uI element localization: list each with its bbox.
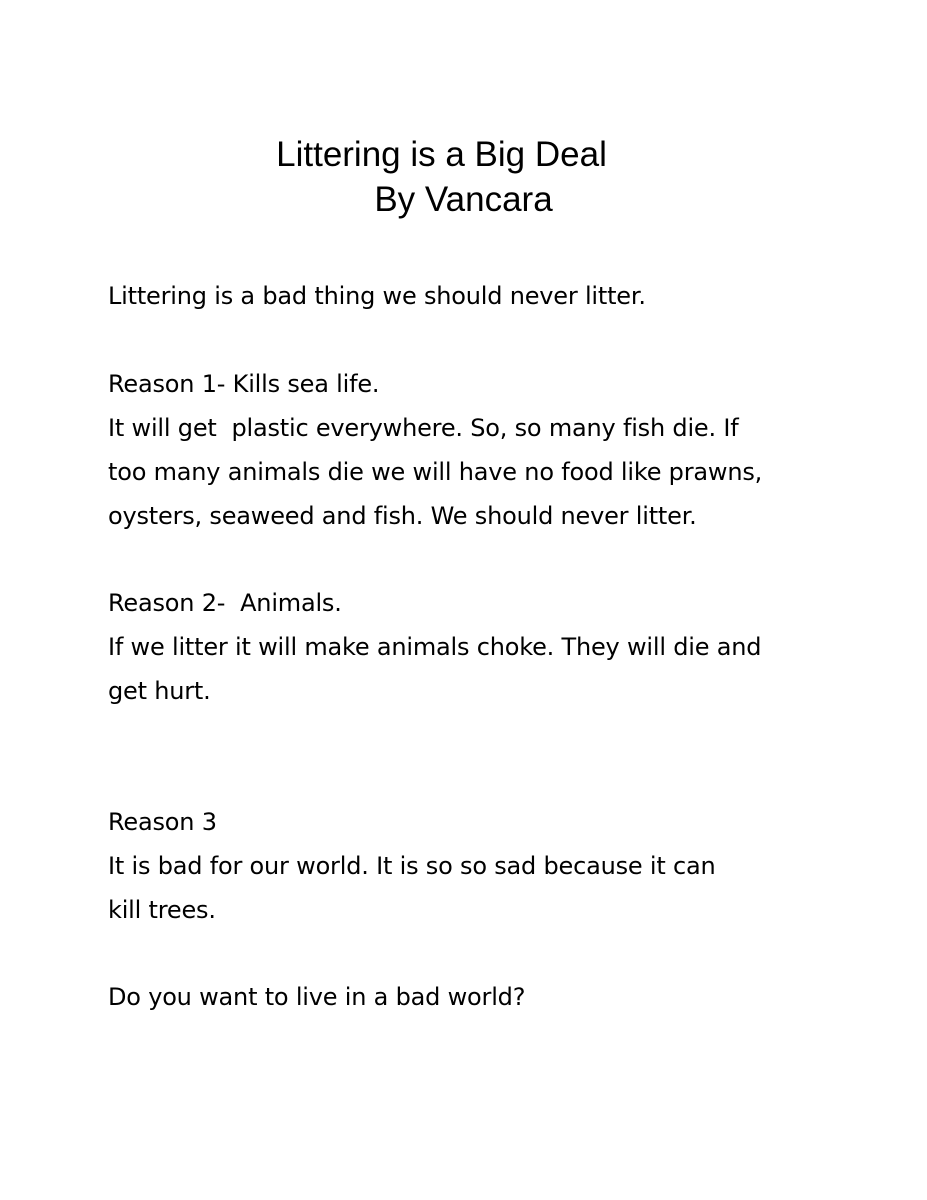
- intro-line: Littering is a bad thing we should never litter.: [108, 282, 646, 310]
- document-byline: By Vancara: [374, 180, 553, 219]
- document-title: Littering is a Big Deal: [276, 135, 607, 174]
- reason-3-heading: Reason 3: [108, 808, 217, 836]
- reason-3-line: kill trees.: [108, 896, 216, 924]
- reason-2-line: get hurt.: [108, 677, 211, 705]
- reason-1-line: too many animals die we will have no food like prawns,: [108, 458, 763, 486]
- reason-1-line: It will get plastic everywhere. So, so many fish die. If: [108, 414, 739, 442]
- reason-1-heading: Reason 1- Kills sea life.: [108, 370, 380, 398]
- reason-2-heading: Reason 2- Animals.: [108, 589, 342, 617]
- reason-3-line: It is bad for our world. It is so so sad because it can: [108, 852, 716, 880]
- reason-2-line: If we litter it will make animals choke. They will die and: [108, 633, 762, 661]
- reason-1-line: oysters, seaweed and fish. We should never litter.: [108, 502, 697, 530]
- title-block: [0, 132, 927, 222]
- closing-question: Do you want to live in a bad world?: [108, 983, 526, 1011]
